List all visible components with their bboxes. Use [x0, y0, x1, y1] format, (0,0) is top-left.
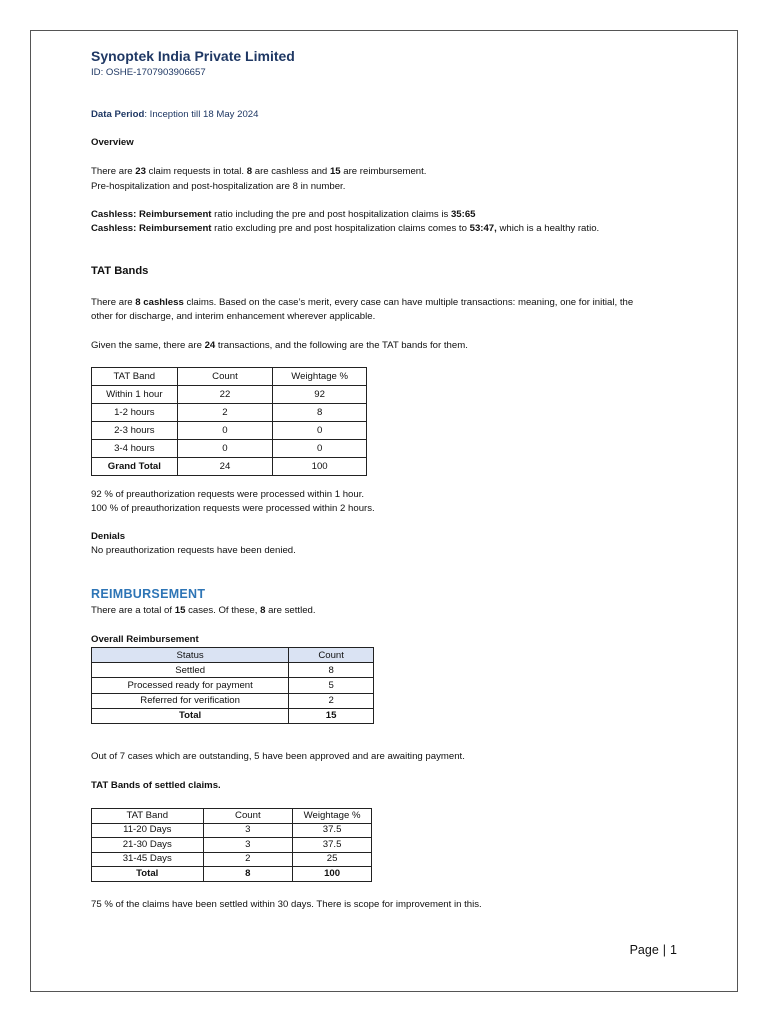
column-header: Count: [203, 809, 293, 824]
denials-heading: Denials: [91, 531, 126, 542]
table-header-row: [92, 809, 372, 824]
tat-note-1: 92 % of preauthorization requests were processed within 1 hour.: [91, 489, 365, 500]
table-cell: 5: [289, 678, 374, 693]
table-row: [92, 663, 374, 678]
table-total-row: [92, 458, 367, 476]
overview-line-2: Pre-hospitalization and post-hospitalization are 8 in number.: [91, 181, 346, 192]
table-cell: 0: [177, 440, 273, 458]
tat-bands-table: [91, 367, 367, 476]
page-label: Page: [629, 943, 659, 957]
company-name: Synoptek India Private Limited: [91, 48, 295, 64]
table-cell: 100: [293, 867, 372, 882]
table-cell: 37.5: [293, 823, 372, 838]
table-cell: Total: [92, 867, 204, 882]
ratio-excluding: Cashless: Reimbursement ratio excluding pre and post hospitalization claims comes to 53:47, which is a healthy ratio.: [91, 223, 600, 234]
table-cell: 3: [203, 838, 293, 853]
table-cell: 1-2 hours: [92, 404, 178, 422]
table-row: [92, 404, 367, 422]
tat-transactions-line: Given the same, there are 24 transactions, and the following are the TAT bands for them.: [91, 340, 468, 351]
overall-reimbursement-heading: Overall Reimbursement: [91, 634, 199, 645]
outstanding-text: Out of 7 cases which are outstanding, 5 have been approved and are awaiting payment.: [91, 751, 465, 762]
table-header-row: [92, 648, 374, 663]
column-header: TAT Band: [92, 368, 178, 386]
table-row: [92, 693, 374, 708]
table-cell: 8: [203, 867, 293, 882]
table-cell: Referred for verification: [92, 693, 289, 708]
table-cell: 15: [289, 708, 374, 723]
table-cell: Processed ready for payment: [92, 678, 289, 693]
table-cell: Grand Total: [92, 458, 178, 476]
table-cell: 22: [177, 386, 273, 404]
data-period-value: : Inception till 18 May 2024: [144, 109, 259, 120]
table-cell: 2: [289, 693, 374, 708]
column-header: Status: [92, 648, 289, 663]
table-cell: 31-45 Days: [92, 852, 204, 867]
page-number: [630, 943, 677, 957]
table-cell: 2: [203, 852, 293, 867]
table-row: [92, 678, 374, 693]
column-header: Weightage %: [293, 809, 372, 824]
table-row: [92, 422, 367, 440]
table-cell: 0: [273, 440, 367, 458]
table-total-row: [92, 708, 374, 723]
tat-para-line-1: There are 8 cashless claims. Based on the case’s merit, every case can have multiple transactions: meaning, one for initial, the: [91, 297, 634, 308]
data-period: [91, 108, 258, 121]
table-cell: Total: [92, 708, 289, 723]
table-row: [92, 852, 372, 867]
ratio-including: Cashless: Reimbursement ratio including the pre and post hospitalization claims is 35:65: [91, 209, 476, 220]
table-cell: 3: [203, 823, 293, 838]
page-separator: |: [662, 943, 667, 957]
column-header: Count: [177, 368, 273, 386]
table-header-row: [92, 368, 367, 386]
denials-text: No preauthorization requests have been denied.: [91, 545, 296, 556]
tat-bands-heading: TAT Bands: [91, 265, 149, 277]
settlement-conclusion: 75 % of the claims have been settled within 30 days. There is scope for improvement in this.: [91, 899, 482, 910]
overview-line-1: There are 23 claim requests in total. 8 are cashless and 15 are reimbursement.: [91, 166, 427, 177]
column-header: TAT Band: [92, 809, 204, 824]
table-row: [92, 838, 372, 853]
page-number-value: 1: [670, 943, 677, 957]
table-cell: 92: [273, 386, 367, 404]
company-id: ID: OSHE-1707903906657: [91, 67, 206, 78]
table-cell: 24: [177, 458, 273, 476]
table-cell: 8: [273, 404, 367, 422]
document-page: [30, 30, 738, 992]
table-cell: 0: [273, 422, 367, 440]
table-cell: 0: [177, 422, 273, 440]
table-cell: 2-3 hours: [92, 422, 178, 440]
settled-tat-heading: TAT Bands of settled claims.: [91, 780, 221, 791]
overview-heading: Overview: [91, 137, 134, 148]
table-cell: Settled: [92, 663, 289, 678]
reimbursement-heading: REIMBURSEMENT: [91, 587, 206, 601]
column-header: Count: [289, 648, 374, 663]
table-cell: 100: [273, 458, 367, 476]
table-cell: 21-30 Days: [92, 838, 204, 853]
table-row: [92, 823, 372, 838]
table-cell: Within 1 hour: [92, 386, 178, 404]
overall-reimbursement-table: [91, 647, 374, 724]
table-cell: 3-4 hours: [92, 440, 178, 458]
table-cell: 25: [293, 852, 372, 867]
table-total-row: [92, 867, 372, 882]
reimbursement-intro: There are a total of 15 cases. Of these, 8 are settled.: [91, 605, 316, 616]
tat-para-line-2: other for discharge, and interim enhancement wherever applicable.: [91, 311, 376, 322]
table-row: [92, 440, 367, 458]
table-cell: 37.5: [293, 838, 372, 853]
tat-note-2: 100 % of preauthorization requests were processed within 2 hours.: [91, 503, 375, 514]
column-header: Weightage %: [273, 368, 367, 386]
settled-tat-table: [91, 808, 372, 882]
data-period-label: Data Period: [91, 109, 145, 120]
table-row: [92, 386, 367, 404]
table-cell: 2: [177, 404, 273, 422]
table-cell: 11-20 Days: [92, 823, 204, 838]
table-cell: 8: [289, 663, 374, 678]
